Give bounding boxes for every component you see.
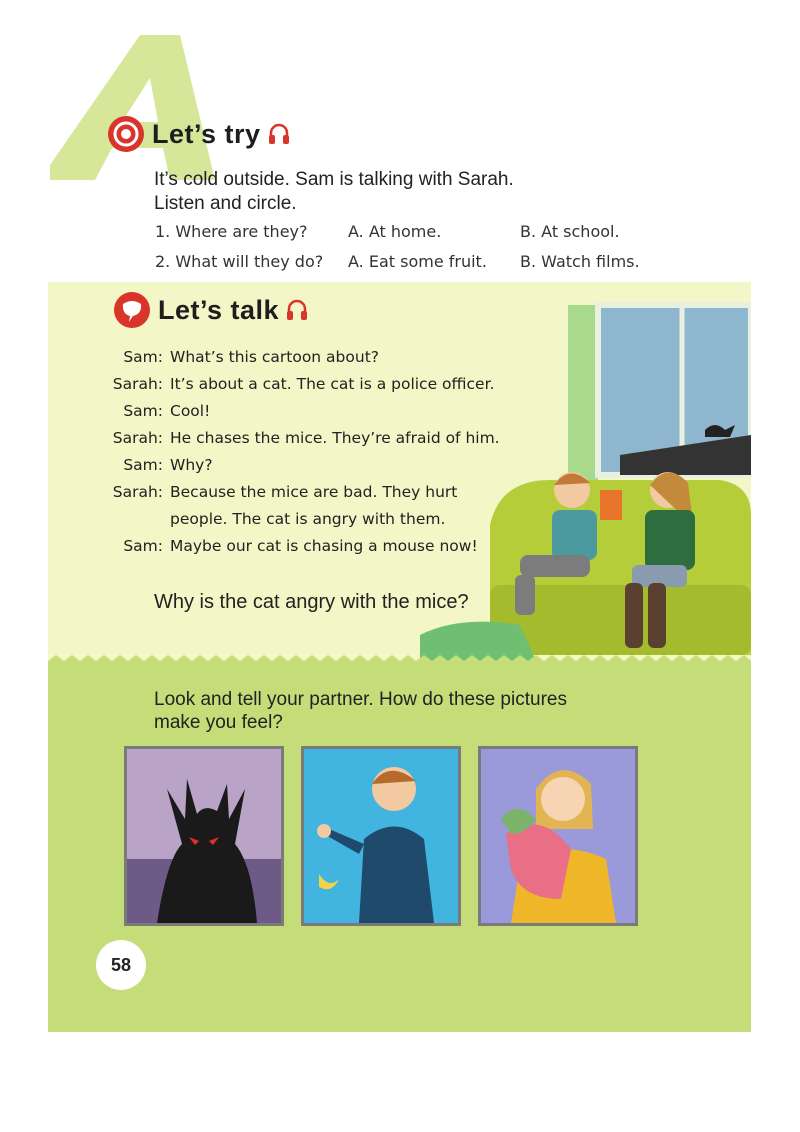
lets-try-heading (106, 114, 291, 154)
dialog-speaker: Sam: (123, 348, 163, 366)
zigzag-divider (48, 655, 751, 667)
question-1-text: 1. Where are they? (155, 222, 308, 241)
try-intro (154, 168, 514, 216)
picture-woman-gift (478, 746, 638, 926)
section-letter-a (40, 30, 230, 190)
question-1-option-a[interactable]: A. At home. (348, 222, 442, 241)
question-1-option-b[interactable]: B. At school. (520, 222, 620, 241)
dialog-line: What’s this cartoon about? (170, 348, 380, 366)
try-intro-line2: Listen and circle. (154, 193, 297, 214)
page-number: 58 (96, 940, 146, 990)
dialog-speaker: Sam: (123, 456, 163, 474)
question-2-option-b[interactable]: B. Watch films. (520, 252, 640, 271)
dialog-speaker: Sarah: (112, 429, 163, 447)
headphones-icon[interactable] (267, 121, 291, 147)
talk-question: Why is the cat angry with the mice? (154, 591, 469, 613)
question-2-option-a[interactable]: A. Eat some fruit. (348, 252, 487, 271)
dialog-speaker: Sam: (123, 537, 163, 555)
lets-try-title: Let’s try (152, 118, 261, 149)
lets-talk-heading (112, 290, 309, 330)
dialog-line: Because the mice are bad. They hurt (170, 483, 458, 501)
dialog-line: He chases the mice. They’re afraid of him. (170, 429, 500, 447)
living-room-illustration (420, 285, 751, 670)
dialog-line: It’s about a cat. The cat is a police officer. (170, 375, 495, 393)
look-instruction (154, 688, 567, 734)
question-2-text: 2. What will they do? (155, 252, 324, 271)
picture-scary-monster (124, 746, 284, 926)
dialog-speaker: Sam: (123, 402, 163, 420)
picture-boy-banana (301, 746, 461, 926)
dialog-speaker: Sarah: (112, 375, 163, 393)
dialog-line: Why? (170, 456, 213, 474)
look-instruction-line1: Look and tell your partner. How do these pictures (154, 689, 567, 710)
dialog-line: Maybe our cat is chasing a mouse now! (170, 537, 478, 555)
try-intro-line1: It’s cold outside. Sam is talking with Sarah. (154, 169, 514, 190)
look-instruction-line2: make you feel? (154, 712, 283, 733)
headphones-icon[interactable] (285, 297, 309, 323)
sound-badge-icon (106, 114, 146, 154)
talk-badge-icon (112, 290, 152, 330)
dialog-line: Cool! (170, 402, 211, 420)
dialog-speaker: Sarah: (112, 483, 163, 501)
dialog-line: people. The cat is angry with them. (170, 510, 446, 528)
lets-talk-title: Let’s talk (158, 294, 280, 325)
